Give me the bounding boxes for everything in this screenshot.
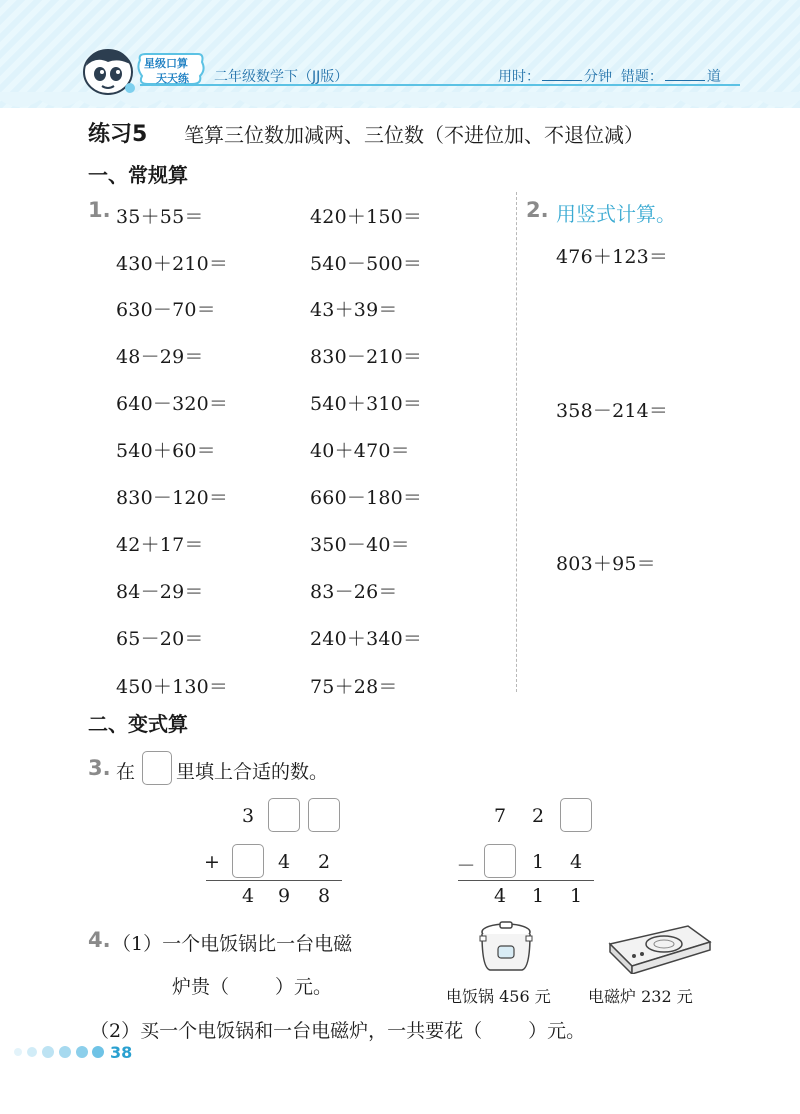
exercise-item: 640－320＝ xyxy=(116,393,229,415)
exercise-item: 75＋28＝ xyxy=(310,676,398,698)
exercise-item: 830－210＝ xyxy=(310,346,423,368)
q4-2-after: ）元。 xyxy=(528,1020,586,1042)
example-box-icon xyxy=(142,751,172,785)
answer-box[interactable] xyxy=(560,798,592,832)
book-title: 二年级数学下（JJ版） xyxy=(214,69,349,85)
exercise-item: 420＋150＝ xyxy=(310,206,423,228)
exercise-item: 540＋60＝ xyxy=(116,440,216,462)
exercise-item: 450＋130＝ xyxy=(116,676,229,698)
answer-box[interactable] xyxy=(232,844,264,878)
exercise-item: 540－500＝ xyxy=(310,253,423,275)
difference-line xyxy=(458,880,594,881)
footer-dots-decoration xyxy=(12,1044,104,1060)
mascot-icon xyxy=(78,44,138,100)
rice-cooker-icon xyxy=(476,918,536,974)
question-number-1: 1. xyxy=(88,198,111,222)
digit: 4 xyxy=(493,885,507,907)
answer-box[interactable] xyxy=(484,844,516,878)
digit: 2 xyxy=(531,805,545,827)
question-3-text-after: 里填上合适的数。 xyxy=(176,761,329,783)
vertical-calc-item: 358－214＝ xyxy=(556,400,669,422)
digit: 3 xyxy=(241,805,255,827)
exercise-item: 660－180＝ xyxy=(310,487,423,509)
question-number-2: 2. xyxy=(526,198,549,222)
brand-bottom-text: 天天练 xyxy=(156,72,189,85)
time-unit: 分钟 xyxy=(584,69,612,85)
answer-box[interactable] xyxy=(308,798,340,832)
question-2-title: 用竖式计算。 xyxy=(556,202,676,226)
exercise-item: 240＋340＝ xyxy=(310,628,423,650)
section-heading-variant: 二、变式算 xyxy=(88,712,188,736)
vertical-calc-item: 476＋123＝ xyxy=(556,246,669,268)
question-number-4: 4. xyxy=(88,928,111,952)
rice-cooker-caption: 电饭锅 456 元 xyxy=(446,987,551,1006)
page-number: 38 xyxy=(110,1043,133,1062)
q4-1-after: ）元。 xyxy=(275,976,333,998)
exercise-item: 42＋17＝ xyxy=(116,534,204,556)
digit: 7 xyxy=(493,805,507,827)
digit: 4 xyxy=(277,851,291,873)
brand-top-text: 星级口算 xyxy=(144,57,188,70)
lesson-title: 笔算三位数加减两、三位数（不进位加、不退位减） xyxy=(184,123,644,147)
brand-logo xyxy=(136,52,206,86)
q4-1-before: 炉贵（ xyxy=(172,976,230,998)
answer-box[interactable] xyxy=(268,798,300,832)
q4-2-before: （2）买一个电饭锅和一台电磁炉，一共要花（ xyxy=(90,1020,483,1042)
vertical-calc-item: 803＋95＝ xyxy=(556,553,656,575)
exercise-item: 830－120＝ xyxy=(116,487,229,509)
time-errors-record xyxy=(498,66,721,86)
errors-label: 错题： xyxy=(620,69,663,85)
exercise-item: 83－26＝ xyxy=(310,581,398,603)
exercise-item: 65－20＝ xyxy=(116,628,204,650)
digit: 1 xyxy=(531,851,545,873)
exercise-item: 540＋310＝ xyxy=(310,393,423,415)
digit: 8 xyxy=(317,885,331,907)
minus-sign: － xyxy=(456,855,476,877)
induction-cooker-caption: 电磁炉 232 元 xyxy=(588,987,693,1006)
digit: 4 xyxy=(241,885,255,907)
induction-cooker-icon xyxy=(604,922,714,974)
exercise-item: 40＋470＝ xyxy=(310,440,410,462)
section-heading-regular: 一、常规算 xyxy=(88,163,188,187)
lesson-number: 练习5 xyxy=(88,122,148,147)
sum-line xyxy=(206,880,342,881)
exercise-item: 43＋39＝ xyxy=(310,299,398,321)
digit: 4 xyxy=(569,851,583,873)
question-4-part-2 xyxy=(90,1016,585,1043)
plus-sign: + xyxy=(204,851,220,873)
digit: 1 xyxy=(569,885,583,907)
digit: 1 xyxy=(531,885,545,907)
question-4-part-1-line-2 xyxy=(172,972,332,999)
exercise-item: 48－29＝ xyxy=(116,346,204,368)
exercise-item: 84－29＝ xyxy=(116,581,204,603)
errors-blank[interactable] xyxy=(665,69,705,81)
exercise-item: 350－40＝ xyxy=(310,534,410,556)
time-label: 用时： xyxy=(498,69,540,85)
exercise-item: 430＋210＝ xyxy=(116,253,229,275)
question-4-part-1-line-1: （1）一个电饭锅比一台电磁 xyxy=(112,933,353,955)
question-3-text-before: 在 xyxy=(116,761,136,783)
errors-unit: 道 xyxy=(706,69,721,85)
column-divider xyxy=(516,192,517,692)
time-blank[interactable] xyxy=(542,69,582,81)
digit: 9 xyxy=(277,885,291,907)
digit: 2 xyxy=(317,851,331,873)
question-number-3: 3. xyxy=(88,756,111,780)
exercise-item: 630－70＝ xyxy=(116,299,216,321)
exercise-item: 35＋55＝ xyxy=(116,206,204,228)
